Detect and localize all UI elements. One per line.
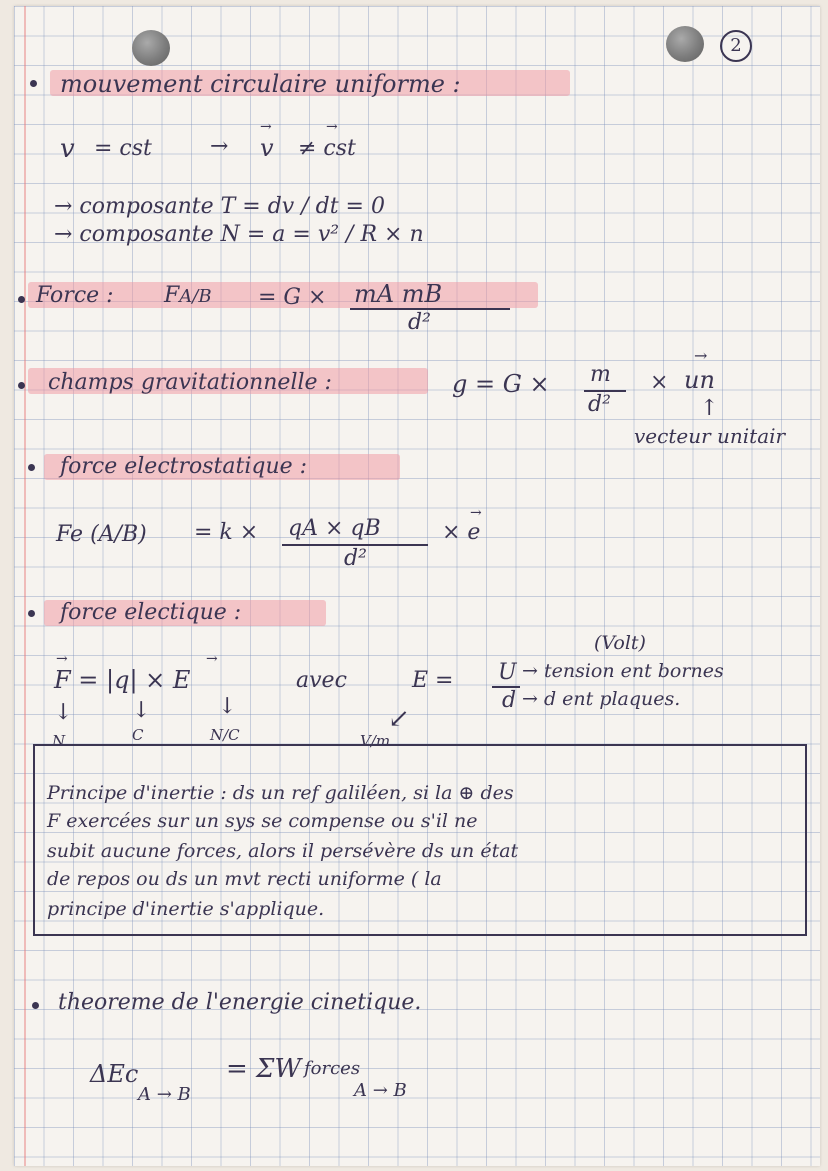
g-numerator: m bbox=[590, 362, 611, 387]
inertia-principle-box bbox=[33, 744, 807, 936]
heading-gravitational-field: champs gravitationnelle : bbox=[48, 370, 332, 395]
arrow-down-icon: ↓ bbox=[54, 700, 73, 725]
unit-vector: un bbox=[684, 366, 715, 394]
e-numerator: U bbox=[498, 660, 517, 685]
sum-w: = ΣW bbox=[226, 1054, 302, 1084]
fe-numerator: qA × qB bbox=[288, 516, 381, 541]
arrow-down-icon: ↓ bbox=[132, 698, 151, 723]
heading-electric-force: force electique : bbox=[60, 600, 242, 625]
inertia-line: principe d'inertie s'applique. bbox=[47, 898, 325, 920]
avec-label: avec bbox=[296, 668, 347, 693]
v-equals-cst: = cst bbox=[94, 136, 152, 161]
g-times: × bbox=[650, 370, 669, 395]
bullet bbox=[28, 464, 35, 471]
vector-arrow-icon: → bbox=[56, 651, 68, 667]
tangential-component: → composante T = dv / dt = 0 bbox=[54, 194, 385, 219]
bullet bbox=[18, 296, 25, 303]
page-number: 2 bbox=[720, 30, 752, 62]
g-denominator: d² bbox=[588, 392, 611, 417]
binder-hole-left bbox=[132, 30, 170, 66]
tension-note: → tension ent bornes bbox=[522, 660, 724, 682]
fe-denominator: d² bbox=[344, 546, 367, 571]
margin-line bbox=[24, 6, 26, 1166]
force-equals-g: = G × bbox=[258, 285, 327, 310]
unit-v-per-m: V/m bbox=[360, 732, 391, 750]
fe-times-e: × e bbox=[442, 520, 481, 545]
unit-n: N bbox=[52, 732, 66, 750]
g-equals: g = G × bbox=[452, 370, 550, 398]
arrow-up-icon: ↑ bbox=[700, 396, 719, 421]
binder-hole-right bbox=[666, 26, 704, 62]
fe-lhs: Fe (A/B) bbox=[56, 522, 147, 547]
plates-note: → d ent plaques. bbox=[522, 688, 681, 710]
inertia-line: subit aucune forces, alors il persévère ds un état bbox=[47, 840, 519, 862]
vector-arrow-icon: → bbox=[470, 505, 482, 521]
bullet bbox=[18, 382, 25, 389]
force-denominator: d² bbox=[408, 310, 431, 335]
vector-arrow-icon: → bbox=[326, 119, 338, 135]
vector-arrow-icon: → bbox=[206, 651, 218, 667]
bullet bbox=[28, 610, 35, 617]
heading-kinetic-energy: theoreme de l'energie cinetique. bbox=[58, 990, 422, 1015]
e-equals: E = bbox=[412, 668, 454, 693]
fe-equals-k: = k × bbox=[194, 520, 259, 545]
electric-force-formula: F = |q| × E bbox=[54, 666, 191, 694]
force-numerator: mA mB bbox=[354, 280, 443, 308]
not-equal-cst: ≠ cst bbox=[298, 136, 356, 161]
arrow-down-icon: ↓ bbox=[218, 694, 237, 719]
arrow-implies: → bbox=[210, 134, 229, 159]
inertia-line: de repos ou ds un mvt recti uniforme ( la bbox=[47, 868, 442, 890]
delta-ec: ΔEc bbox=[90, 1060, 139, 1088]
vector-arrow-icon: → bbox=[260, 119, 272, 135]
bullet bbox=[30, 80, 37, 87]
sum-w-subscript: A → B bbox=[354, 1080, 407, 1101]
notebook-page bbox=[14, 6, 820, 1166]
unit-n-per-c: N/C bbox=[210, 726, 240, 744]
bullet bbox=[32, 1002, 39, 1009]
forces-label: forces bbox=[304, 1058, 361, 1079]
normal-component: → composante N = a = v² / R × n bbox=[54, 222, 424, 247]
heading-electrostatic-force: force electrostatique : bbox=[60, 454, 308, 479]
unit-vector-note: vecteur unitair bbox=[634, 424, 786, 448]
v-vector: v bbox=[260, 134, 274, 162]
force-lhs: FA/B bbox=[164, 283, 212, 308]
volt-note: (Volt) bbox=[594, 632, 646, 654]
delta-ec-subscript: A → B bbox=[138, 1084, 191, 1105]
inertia-line: F exercées sur un sys se compense ou s'il ne bbox=[47, 810, 478, 832]
heading-force: Force : bbox=[36, 283, 114, 308]
unit-c: C bbox=[132, 726, 144, 744]
heading-uniform-circular-motion: mouvement circulaire uniforme : bbox=[60, 70, 461, 98]
e-denominator: d bbox=[502, 688, 517, 713]
v-scalar: v bbox=[60, 134, 75, 164]
arrow-diagonal-icon: ↙ bbox=[388, 704, 410, 734]
vector-arrow-icon: → bbox=[694, 346, 708, 365]
inertia-line: Principe d'inertie : ds un ref galiléen, si la ⊕ des bbox=[47, 782, 514, 804]
